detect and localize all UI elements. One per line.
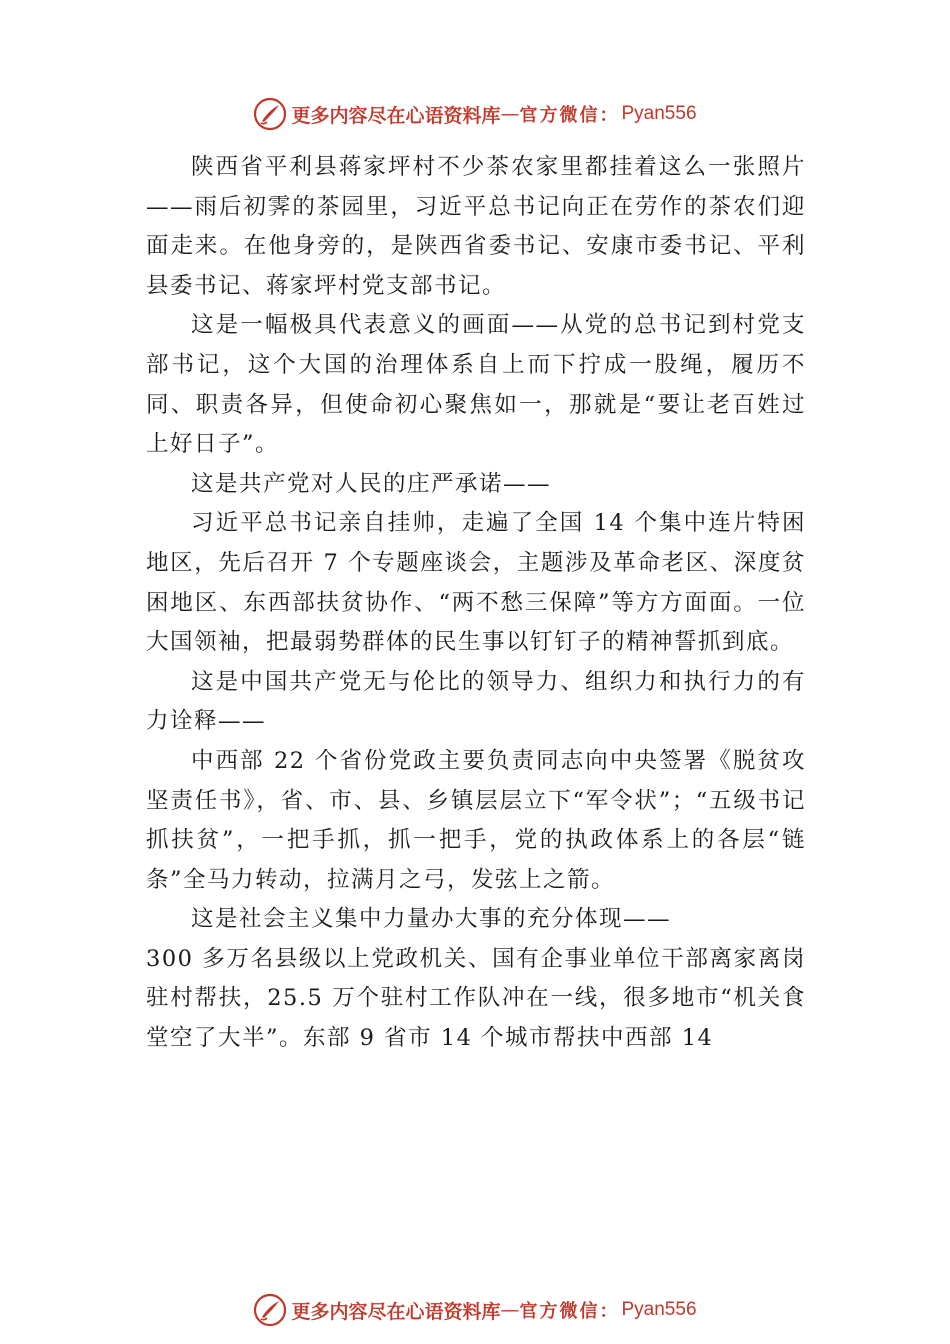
watermark-wechat-id: Pyan556 [621,1299,697,1320]
watermark-official-text: 官方微信： [519,105,620,126]
footer-watermark [0,1290,950,1330]
watermark-official-text: 官方微信： [519,1301,620,1322]
paragraph: 陕西省平利县蒋家坪村不少茶农家里都挂着这么一张照片——雨后初霁的茶园里，习近平总书记向正在劳作的茶农们迎面走来。在他身旁的，是陕西省委书记、安康市委书记、平利县委书记、蒋家坪村党支部书记。 [146,154,806,299]
paragraph: 这是社会主义集中力量办大事的充分体现—— [191,906,672,933]
header-watermark [0,94,950,134]
paragraph: 这是共产党对人民的庄严承诺—— [191,470,552,497]
paragraph: 中西部 22 个省份党政主要负责同志向中央签署《脱贫攻坚责任书》，省、市、县、乡镇层层立下“军令状”；“五级书记抓扶贫”，一把手抓，抓一把手，党的执政体系上的各层“链条”全马力转动，拉满月之弓，发弦上之箭。 [146,747,806,893]
watermark-dash: — [500,1299,520,1321]
watermark-wechat-id: Pyan556 [621,103,697,124]
brush-logo-icon [253,1293,287,1327]
watermark-dash: — [500,103,520,125]
paragraph: 这是中国共产党无与伦比的领导力、组织力和执行力的有力诠释—— [146,668,806,735]
brush-logo-icon [253,97,287,131]
paragraph: 300 多万名县级以上党政机关、国有企事业单位干部离家离岗驻村帮扶，25.5 万个驻村工作队冲在一线，很多地市“机关食堂空了大半”。东部 9 省市 14 个城市帮扶中西部 14 [146,945,806,1052]
paragraph: 习近平总书记亲自挂帅，走遍了全国 14 个集中连片特困地区，先后召开 7 个专题座谈会，主题涉及革命老区、深度贫困地区、东西部扶贫协作、“两不愁三保障”等方方面面。一位大国领袖，把最弱势群体的民生事以钉钉子的精神誓抓到底。 [146,510,806,656]
article-body [146,148,806,1059]
watermark-main-text: 更多内容尽在心语资料库 [291,104,501,127]
paragraph: 这是一幅极具代表意义的画面——从党的总书记到村党支部书记，这个大国的治理体系自上而下拧成一股绳，履历不同、职责各异，但使命初心聚焦如一，那就是“要让老百姓过上好日子”。 [146,312,806,458]
watermark-main-text: 更多内容尽在心语资料库 [291,1300,501,1323]
